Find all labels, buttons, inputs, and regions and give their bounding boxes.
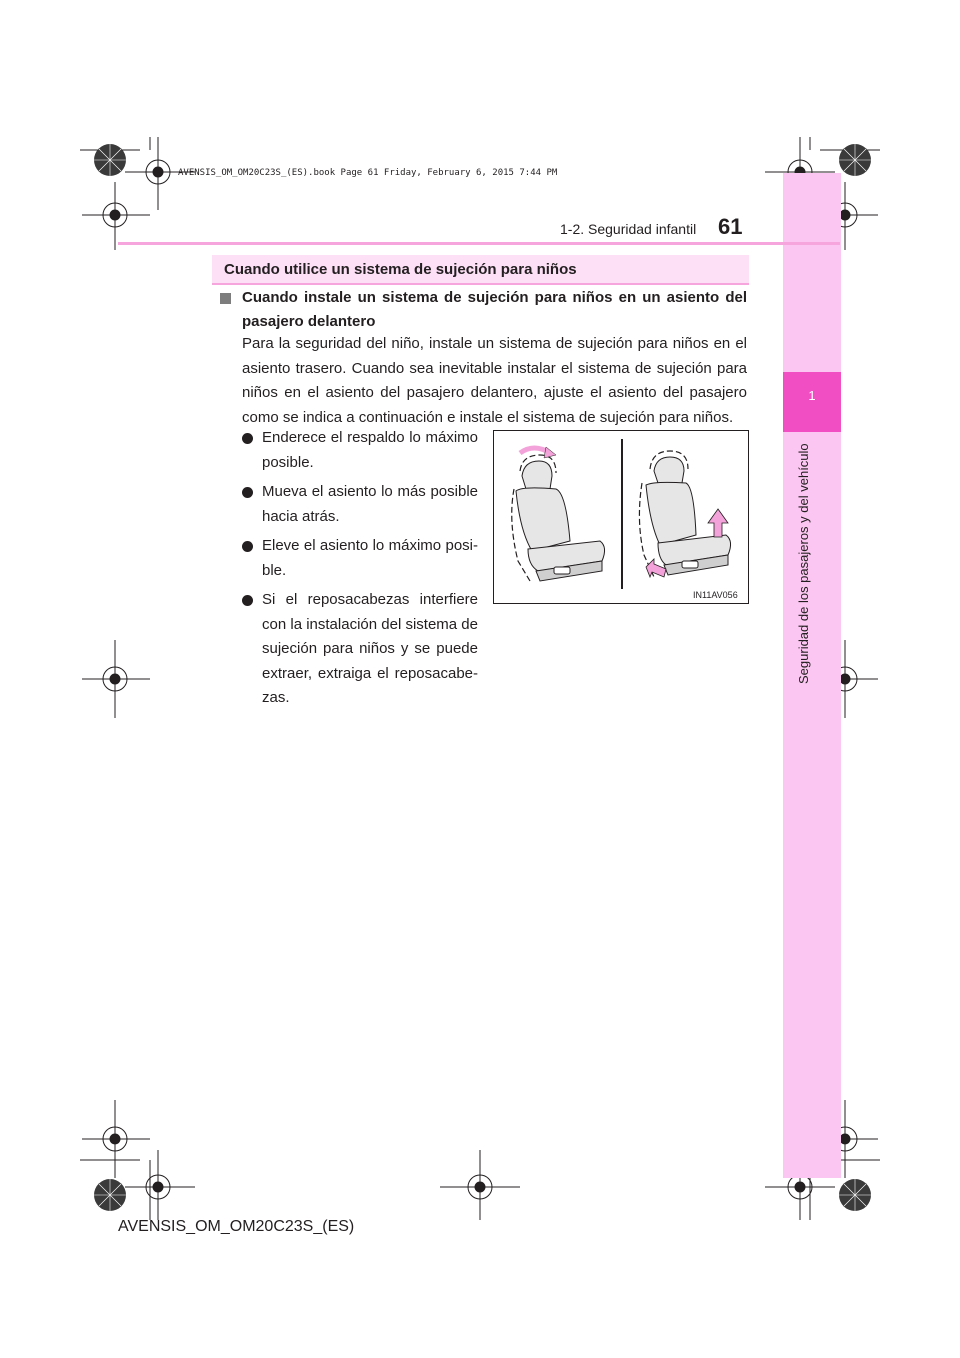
bullet-dot-icon <box>242 595 253 606</box>
chapter-label-text: Seguridad de los pasajeros y del vehículo <box>796 443 811 684</box>
chapter-label <box>796 436 816 686</box>
section-title: Cuando utilice un sistema de sujeción para niños <box>224 261 577 278</box>
bullet-item <box>242 588 478 711</box>
square-bullet-icon <box>220 293 231 304</box>
bullet-item <box>242 480 478 529</box>
header-section: 1-2. Seguridad infantil <box>560 221 697 237</box>
bullet-dot-icon <box>242 541 253 552</box>
seat-adjustment-illustration-icon <box>494 431 748 603</box>
book-info: AVENSIS_OM_OM20C23S_(ES).book Page 61 Friday, February 6, 2015 7:44 PM <box>178 168 558 178</box>
bullet-text: Mueva el asiento lo más posible hacia atrás. <box>262 483 478 525</box>
bullet-text: Enderece el respaldo lo máximo posible. <box>262 429 478 471</box>
bullet-item <box>242 534 478 583</box>
bullet-list <box>242 426 478 716</box>
bullet-dot-icon <box>242 487 253 498</box>
bullet-dot-icon <box>242 433 253 444</box>
figure-code: IN11AV056 <box>693 590 738 600</box>
chapter-tab-number: 1 <box>808 388 816 403</box>
subheading: Cuando instale un sistema de sujeción para niños en un asiento del pasajero delantero <box>242 289 747 330</box>
bullet-item <box>242 426 478 475</box>
page-number: 61 <box>718 214 743 239</box>
bullet-text: Si el reposacabezas interfiere con la instalación del sistema de sujeción para niños y se puede extraer, extraiga el reposacabe-zas. <box>262 591 478 706</box>
footer-book-code: AVENSIS_OM_OM20C23S_(ES) <box>118 1218 355 1235</box>
header-rule <box>118 242 840 245</box>
seat-adjustment-figure <box>493 430 749 604</box>
body-paragraph: Para la seguridad del niño, instale un sistema de sujeción para niños en el asiento trasero. Cuando sea inevitable instalar el sistema de sujeción para niños en el asiento del pasajero delantero, ajuste el asiento del pasajero como se indica a continuación e instale el sistema de sujeción para niños. <box>242 335 747 426</box>
bullet-text: Eleve el asiento lo máximo posi-ble. <box>262 537 478 579</box>
